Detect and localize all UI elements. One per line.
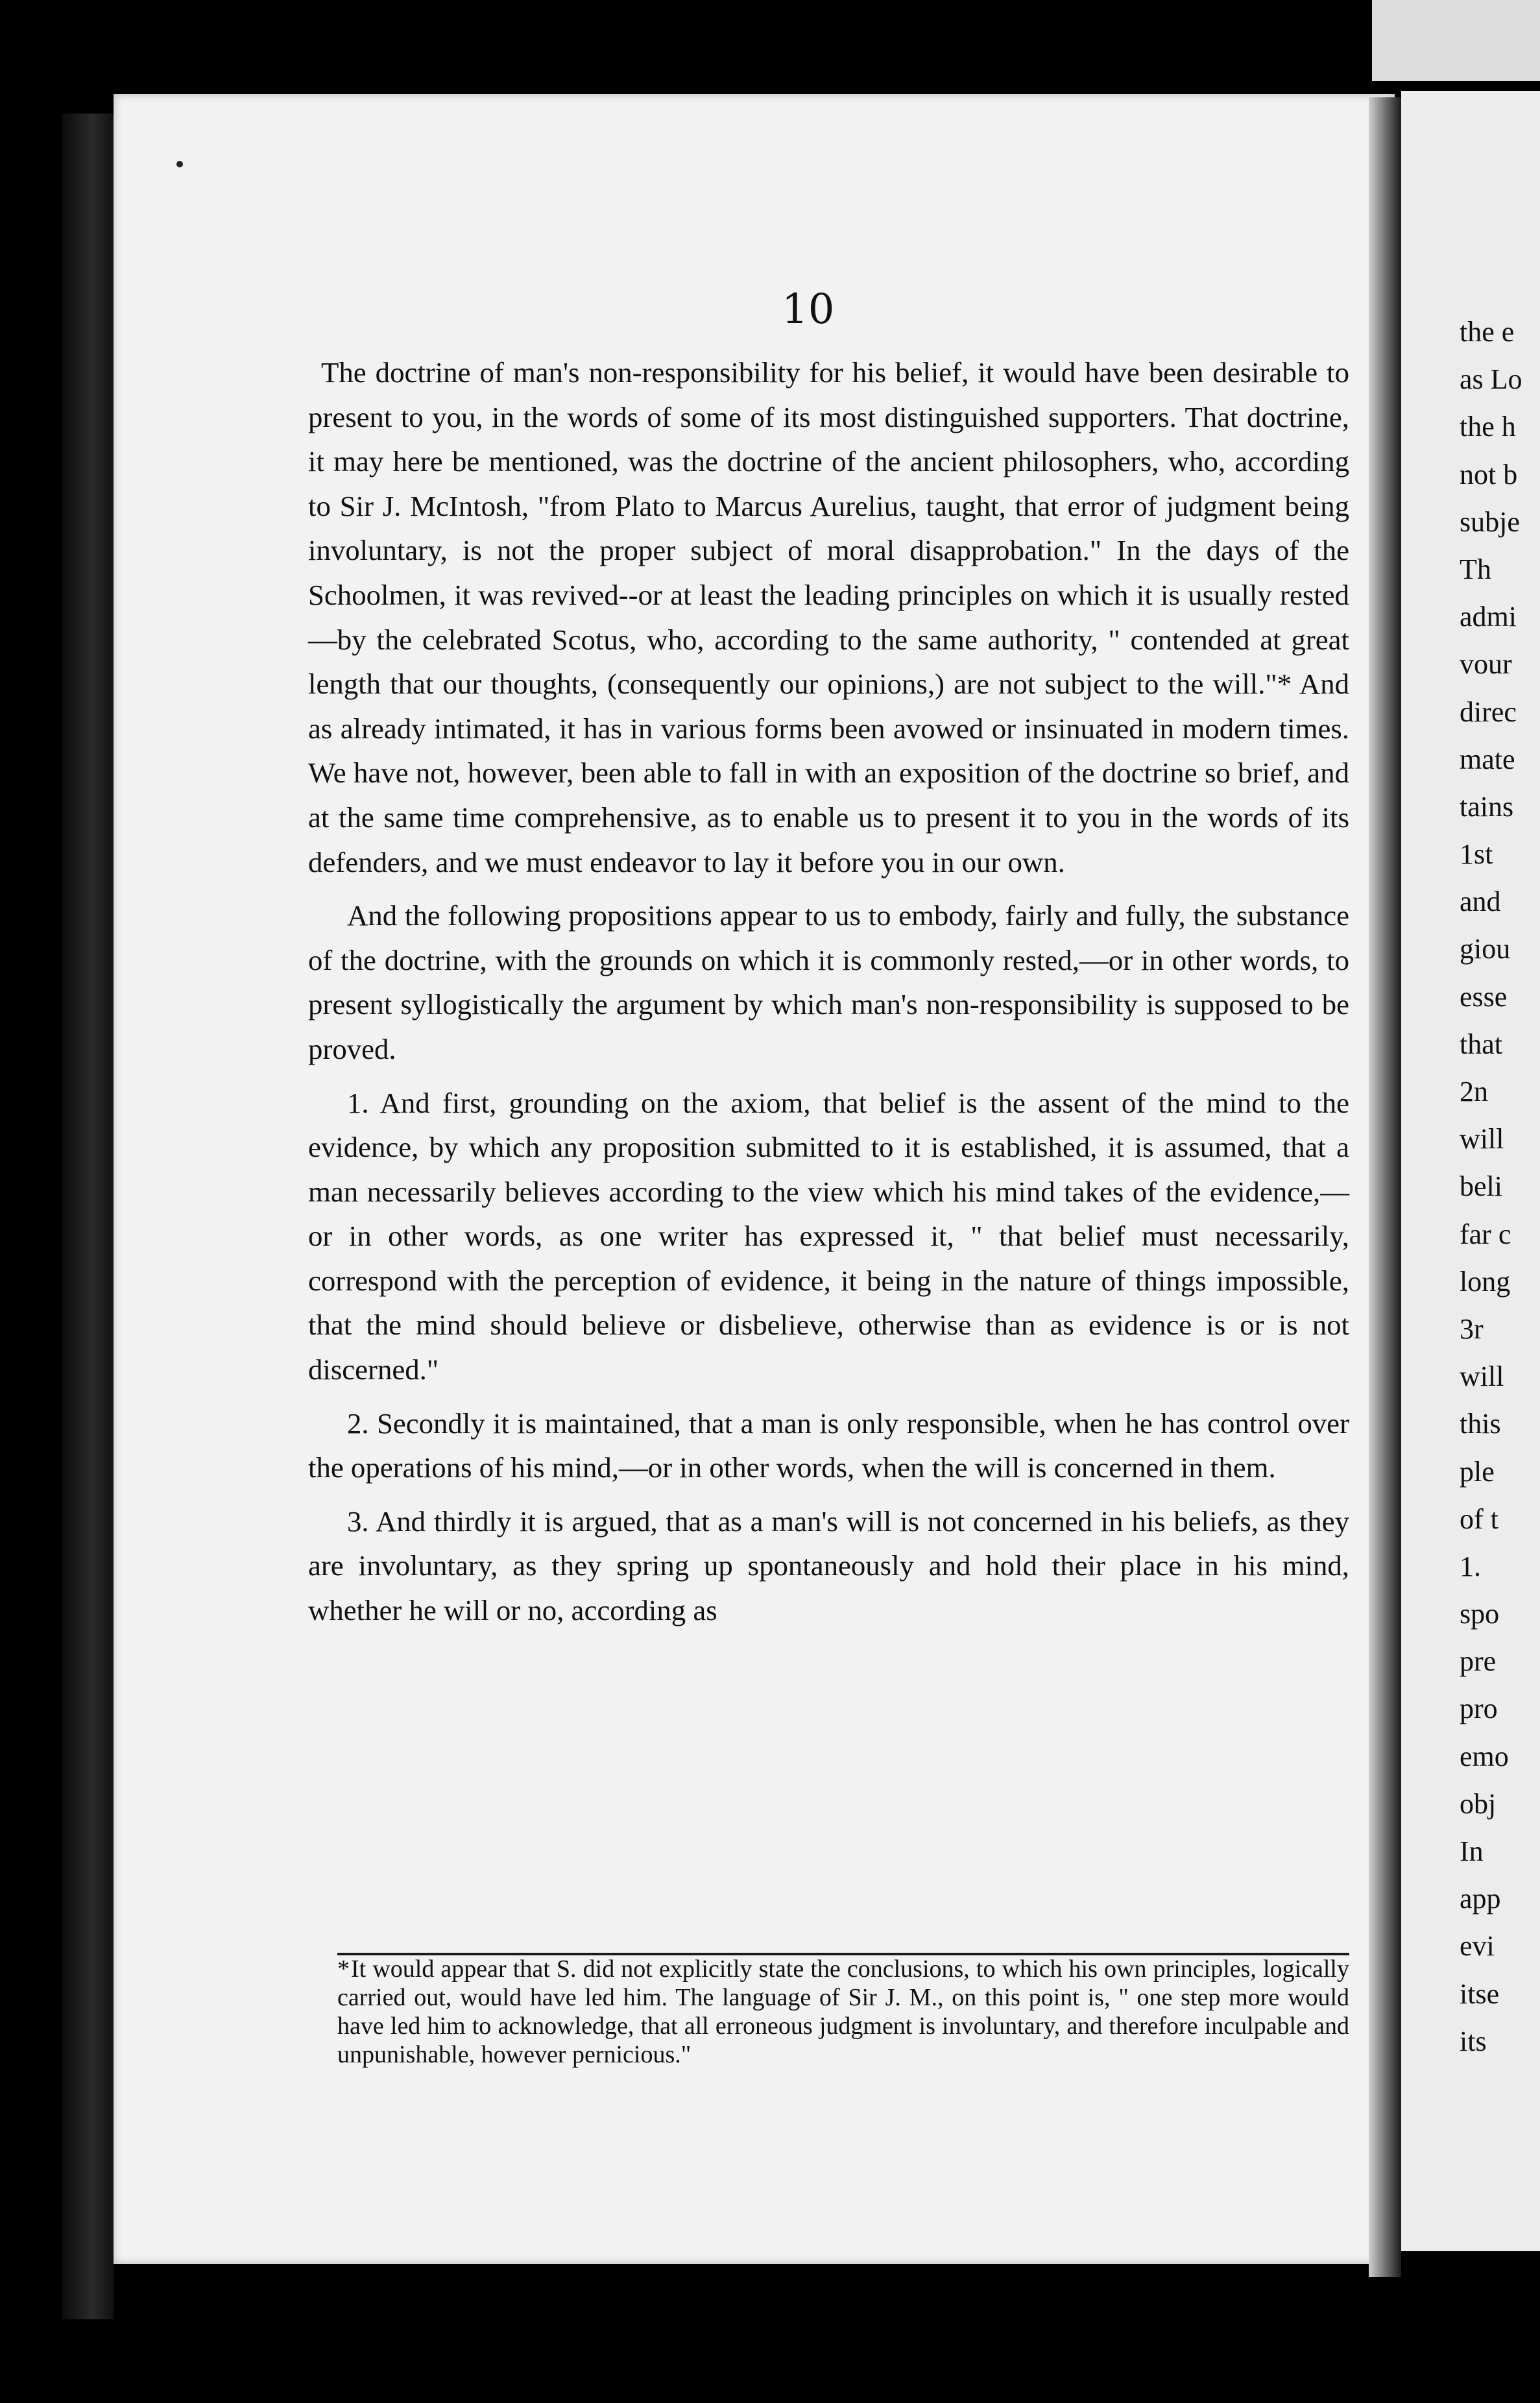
facing-page-line: admi — [1460, 601, 1517, 633]
facing-page-line: far c — [1460, 1218, 1511, 1250]
facing-page-line: tains — [1460, 790, 1514, 823]
paragraph: And the following propositions appear to us to embody, fairly and fully, the substance of the doctrine, with the grounds on which it is commonly rested,—or in other words, to present syllogistically the argument by which man's non-responsibility is supposed to be proved. — [308, 899, 1349, 1065]
facing-page-line: ple — [1460, 1455, 1495, 1488]
facing-page-line: and — [1460, 886, 1501, 918]
facing-page-line: obj — [1460, 1787, 1497, 1820]
facing-page-line: 2n — [1460, 1076, 1488, 1107]
facing-page-line: evi — [1460, 1930, 1495, 1962]
facing-page-line: giou — [1460, 933, 1511, 965]
facing-page-line: of t — [1460, 1503, 1498, 1535]
facing-page-line: app — [1460, 1883, 1501, 1915]
paragraph: The doctrine of man's non-responsibility for his belief, it would have been desirable to present to you, in the words of some of its most distinguished supporters. That doctrine, it may here be mentioned, was the doctrine of the ancient philosophers, who, according to Sir J. McIntosh, "from Plato to Marcus Aurelius, taught, that error of judgment being involuntary, is not the proper subject of moral disapprobation." In the days of the Schoolmen, it was revived--or at least the leading principles on which it is usually rested—by the celebrated Scotus, who, according to the same authority, " contended at great length that our thoughts, (consequently our opinions,) are not subject to the will."* And as already intimated, it has in various forms been avowed or insinuated in modern times. We have not, however, been able to fall in with an exposition of the doctrine so brief, and at the same time comprehensive, as to enable us to present it to you in the words of its defenders, and we must endeavor to lay it before you in our own. — [308, 356, 1349, 878]
paragraph: 2. Secondly it is maintained, that a man is only responsible, when he has control over the operations of his mind,—or in other words, when the will is concerned in them. — [308, 1407, 1349, 1484]
page-body — [308, 350, 1349, 1633]
facing-page-text — [1460, 308, 1540, 2065]
facing-page-line: itse — [1460, 1977, 1500, 2010]
facing-page-line: direc — [1460, 695, 1517, 728]
facing-page-line: as Lo — [1460, 363, 1522, 396]
facing-page-line: that — [1460, 1028, 1502, 1060]
facing-page-top-edge — [1372, 0, 1540, 81]
facing-page-line: the e — [1460, 316, 1515, 348]
binding-shadow — [62, 114, 114, 2319]
facing-page-line: Th — [1460, 553, 1491, 585]
paragraph: 3. And thirdly it is argued, that as a man's will is not concerned in his beliefs, as they are involuntary, as they spring up spontaneously and hold their place in his mind, whether he will or no, according as — [308, 1504, 1349, 1627]
facing-page-line: spo — [1460, 1598, 1500, 1630]
facing-page-line: this — [1460, 1408, 1501, 1440]
page-number: 10 — [782, 285, 835, 333]
facing-page-line: beli — [1460, 1170, 1502, 1203]
facing-page-line: In — [1460, 1835, 1484, 1867]
facing-page-line: 3r — [1460, 1312, 1484, 1345]
facing-page-line: pre — [1460, 1645, 1497, 1678]
facing-page-line: pro — [1460, 1693, 1498, 1725]
facing-page-line: subje — [1460, 505, 1520, 538]
facing-page-line: will — [1460, 1123, 1504, 1155]
facing-page-line: its — [1460, 2025, 1487, 2057]
facing-page-line: will — [1460, 1360, 1504, 1393]
page-gutter — [1369, 97, 1401, 2277]
footnote — [337, 1955, 1349, 2069]
paragraph: 1. And first, grounding on the axiom, that belief is the assent of the mind to the evidence, by which any proposition submitted to it is established, it is assumed, that a man necessarily believes according to the view which his mind takes of the evidence,—or in other words, as one writer has expressed it, " that belief must necessarily, correspond with the perception of evidence, it being in the nature of things impossible, that the mind should believe or disbelieve, otherwise than as evidence is or is not discerned." — [308, 1086, 1349, 1386]
facing-page-line: long — [1460, 1265, 1511, 1298]
footnote-text: It would appear that S. did not explicitly state the conclusions, to which his own principles, logically carried out, would have led him. The language of Sir J. M., on this point is, " one step more would have led him to acknowledge, that all erroneous judgment is involuntary, and therefore inculpable and unpunishable, however pernicious." — [337, 1955, 1349, 2068]
print-speck — [176, 161, 183, 167]
facing-page-line: mate — [1460, 743, 1515, 775]
footnote-marker: * — [337, 1955, 350, 1983]
facing-page-line: 1st — [1460, 838, 1493, 871]
facing-page-line: 1. — [1460, 1550, 1481, 1582]
facing-page-line: esse — [1460, 980, 1508, 1013]
facing-page-line: emo — [1460, 1740, 1509, 1772]
facing-page-line: the h — [1460, 411, 1516, 443]
facing-page-line: vour — [1460, 648, 1512, 681]
facing-page-line: not b — [1460, 458, 1518, 490]
